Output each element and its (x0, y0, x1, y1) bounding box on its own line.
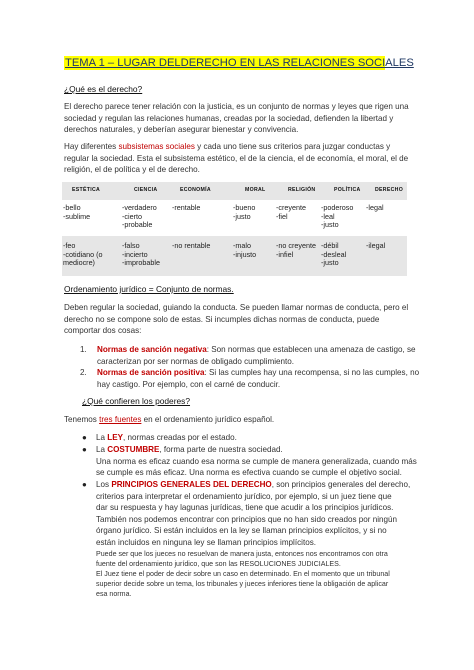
heading-poderes: ¿Qué confieren los poderes? (82, 396, 191, 406)
table-row (62, 236, 407, 276)
text-line: sociedad y regulan las relaciones humanas, creadas por la sociedad, defienden la libertad y (64, 113, 394, 123)
text-line: religión, el de política y el de derecho. (64, 165, 200, 175)
list-item-ley: La LEY, normas creadas por el estado. (96, 433, 237, 442)
table-header: ECONOMÍA (180, 187, 211, 193)
list-item: Normas de sanción negativa: Son normas que establecen una amenaza de castigo, se caracterizan por ser normas de obligado cumplimiento. (97, 345, 416, 366)
table-header-row (62, 182, 407, 200)
heading-que-es-derecho: ¿Qué es el derecho? (64, 84, 143, 94)
list-number: 1. (80, 345, 87, 354)
table-header: RELIGIÓN (288, 187, 316, 193)
text-line: superior decide sobre un tema, los tribunales y jueces inferiores tiene la obligación de aplicar (96, 580, 389, 588)
text-line: Puede ser que los jueces no resuelvan de manera justa, entonces nos encontramos con otra (96, 550, 388, 558)
highlight-ley: LEY (107, 433, 124, 442)
table-cell: -ilegal (366, 241, 386, 250)
table-cell: -falso -incierto -improbable (122, 241, 160, 268)
table-header: POLÍTICA (334, 187, 361, 193)
list-item-principios: Los PRINCIPIOS GENERALES DEL DERECHO, son principios generales del derecho, criterios para interpretar el ordenamiento jurídico, por ejemplo, si un juez tiene que dar su respuesta y hay lagunas jurídicas, tiene que acudir a los principios jurídicos. También nos podemos encontrar con principios que no han sido creados por ningún órgano jurídico. Si están incluidos en la ley se llaman principios explícitos, y si no están incluidos en ninguna ley se llaman principios implícitos. (96, 480, 411, 547)
list-item: Normas de sanción positiva: Si las cumples hay una recompensa, si no las cumples, no hay castigo. Por ejemplo, con el carné de conducir. (97, 368, 420, 389)
paragraph-fuentes: Tenemos tres fuentes en el ordenamiento jurídico español. (64, 415, 275, 424)
table-cell: -creyente -fiel (276, 203, 306, 221)
text-line: fuente del ordenamiento jurídico, que son las RESOLUCIONES JUDICIALES. (96, 560, 341, 568)
text-line: Deben regular la sociedad, guiando la conducta. Se pueden llamar normas de conducta, pero el (64, 303, 409, 312)
text-line: El Juez tiene el poder de decir sobre un caso en determinado. En el momento que un tribunal (96, 570, 390, 578)
table-header: CIENCIA (134, 187, 158, 193)
heading-ordenamiento: Ordenamiento jurídico = Conjunto de normas. (64, 284, 234, 294)
list-number: 2. (80, 368, 87, 377)
highlight-subsistemas: subsistemas sociales (118, 142, 195, 151)
highlight-principios: PRINCIPIOS GENERALES DEL DERECHO (111, 480, 272, 489)
table-cell: -bello -sublime (63, 203, 91, 221)
table-cell: -débil -desleal -justo (321, 241, 347, 268)
table-row (62, 200, 407, 236)
text-line: comportar dos cosas: (64, 326, 142, 336)
bullet-dot: ● (82, 433, 87, 442)
table-cell: -legal (366, 203, 384, 212)
table-cell: -bueno -justo (233, 203, 256, 221)
paragraph-definition (64, 101, 409, 136)
text-line: derecho no se compone solo de estas. Si incumples dichas normas de conducta, puede (64, 314, 380, 324)
paragraph-resoluciones (96, 549, 390, 599)
table-cell: -feo -cotidiano (o mediocre) (63, 241, 103, 268)
table-cell: -no creyente -infiel (276, 241, 316, 259)
highlight-tres-fuentes: tres fuentes (99, 415, 142, 424)
table-header: ESTÉTICA (72, 187, 101, 193)
table-cell: -no rentable (172, 241, 211, 250)
list-item-costumbre: La COSTUMBRE, forma parte de nuestra sociedad. Una norma es eficaz cuando esa norma se cumple de manera generalizada, cuando más se cumple es más eficaz. Una norma es efectiva cuando se cumple el objetivo social. (96, 445, 417, 478)
paragraph-normas (64, 302, 408, 337)
bullet-dot: ● (82, 445, 87, 454)
table-cell: -rentable (172, 203, 201, 212)
table-cell: -poderoso -leal -justo (321, 203, 354, 230)
bullet-dot: ● (82, 480, 87, 489)
text-line: regular la sociedad. Esta el subsistema estético, el de la ciencia, el de economía, el moral, el de (64, 153, 409, 163)
highlight-sancion-positiva: Normas de sanción positiva (97, 368, 205, 377)
paragraph-subsistemas (64, 141, 408, 176)
text-line: El derecho parece tener relación con la justicia, es un conjunto de normas y leyes que rigen una (64, 102, 409, 111)
table-cell: -verdadero -cierto -probable (122, 203, 157, 230)
text-line: derechos naturales, y deberían asegurar bienestar y convivencia. (64, 125, 299, 135)
document-title: TEMA 1 – LUGAR DELDERECHO EN LAS RELACIONES SOCIALES (65, 57, 414, 69)
table-header: DERECHO (375, 187, 404, 193)
subsystems-table (62, 182, 407, 276)
highlight-sancion-negativa: Normas de sanción negativa (97, 345, 207, 354)
highlight-costumbre: COSTUMBRE (107, 445, 160, 454)
table-cell: -malo -injusto (233, 241, 257, 259)
text-line: esa norma. (96, 590, 132, 598)
text-line: Hay diferentes subsistemas sociales y cada uno tiene sus criterios para juzgar conductas y (64, 142, 391, 151)
table-header: MORAL (245, 187, 266, 193)
